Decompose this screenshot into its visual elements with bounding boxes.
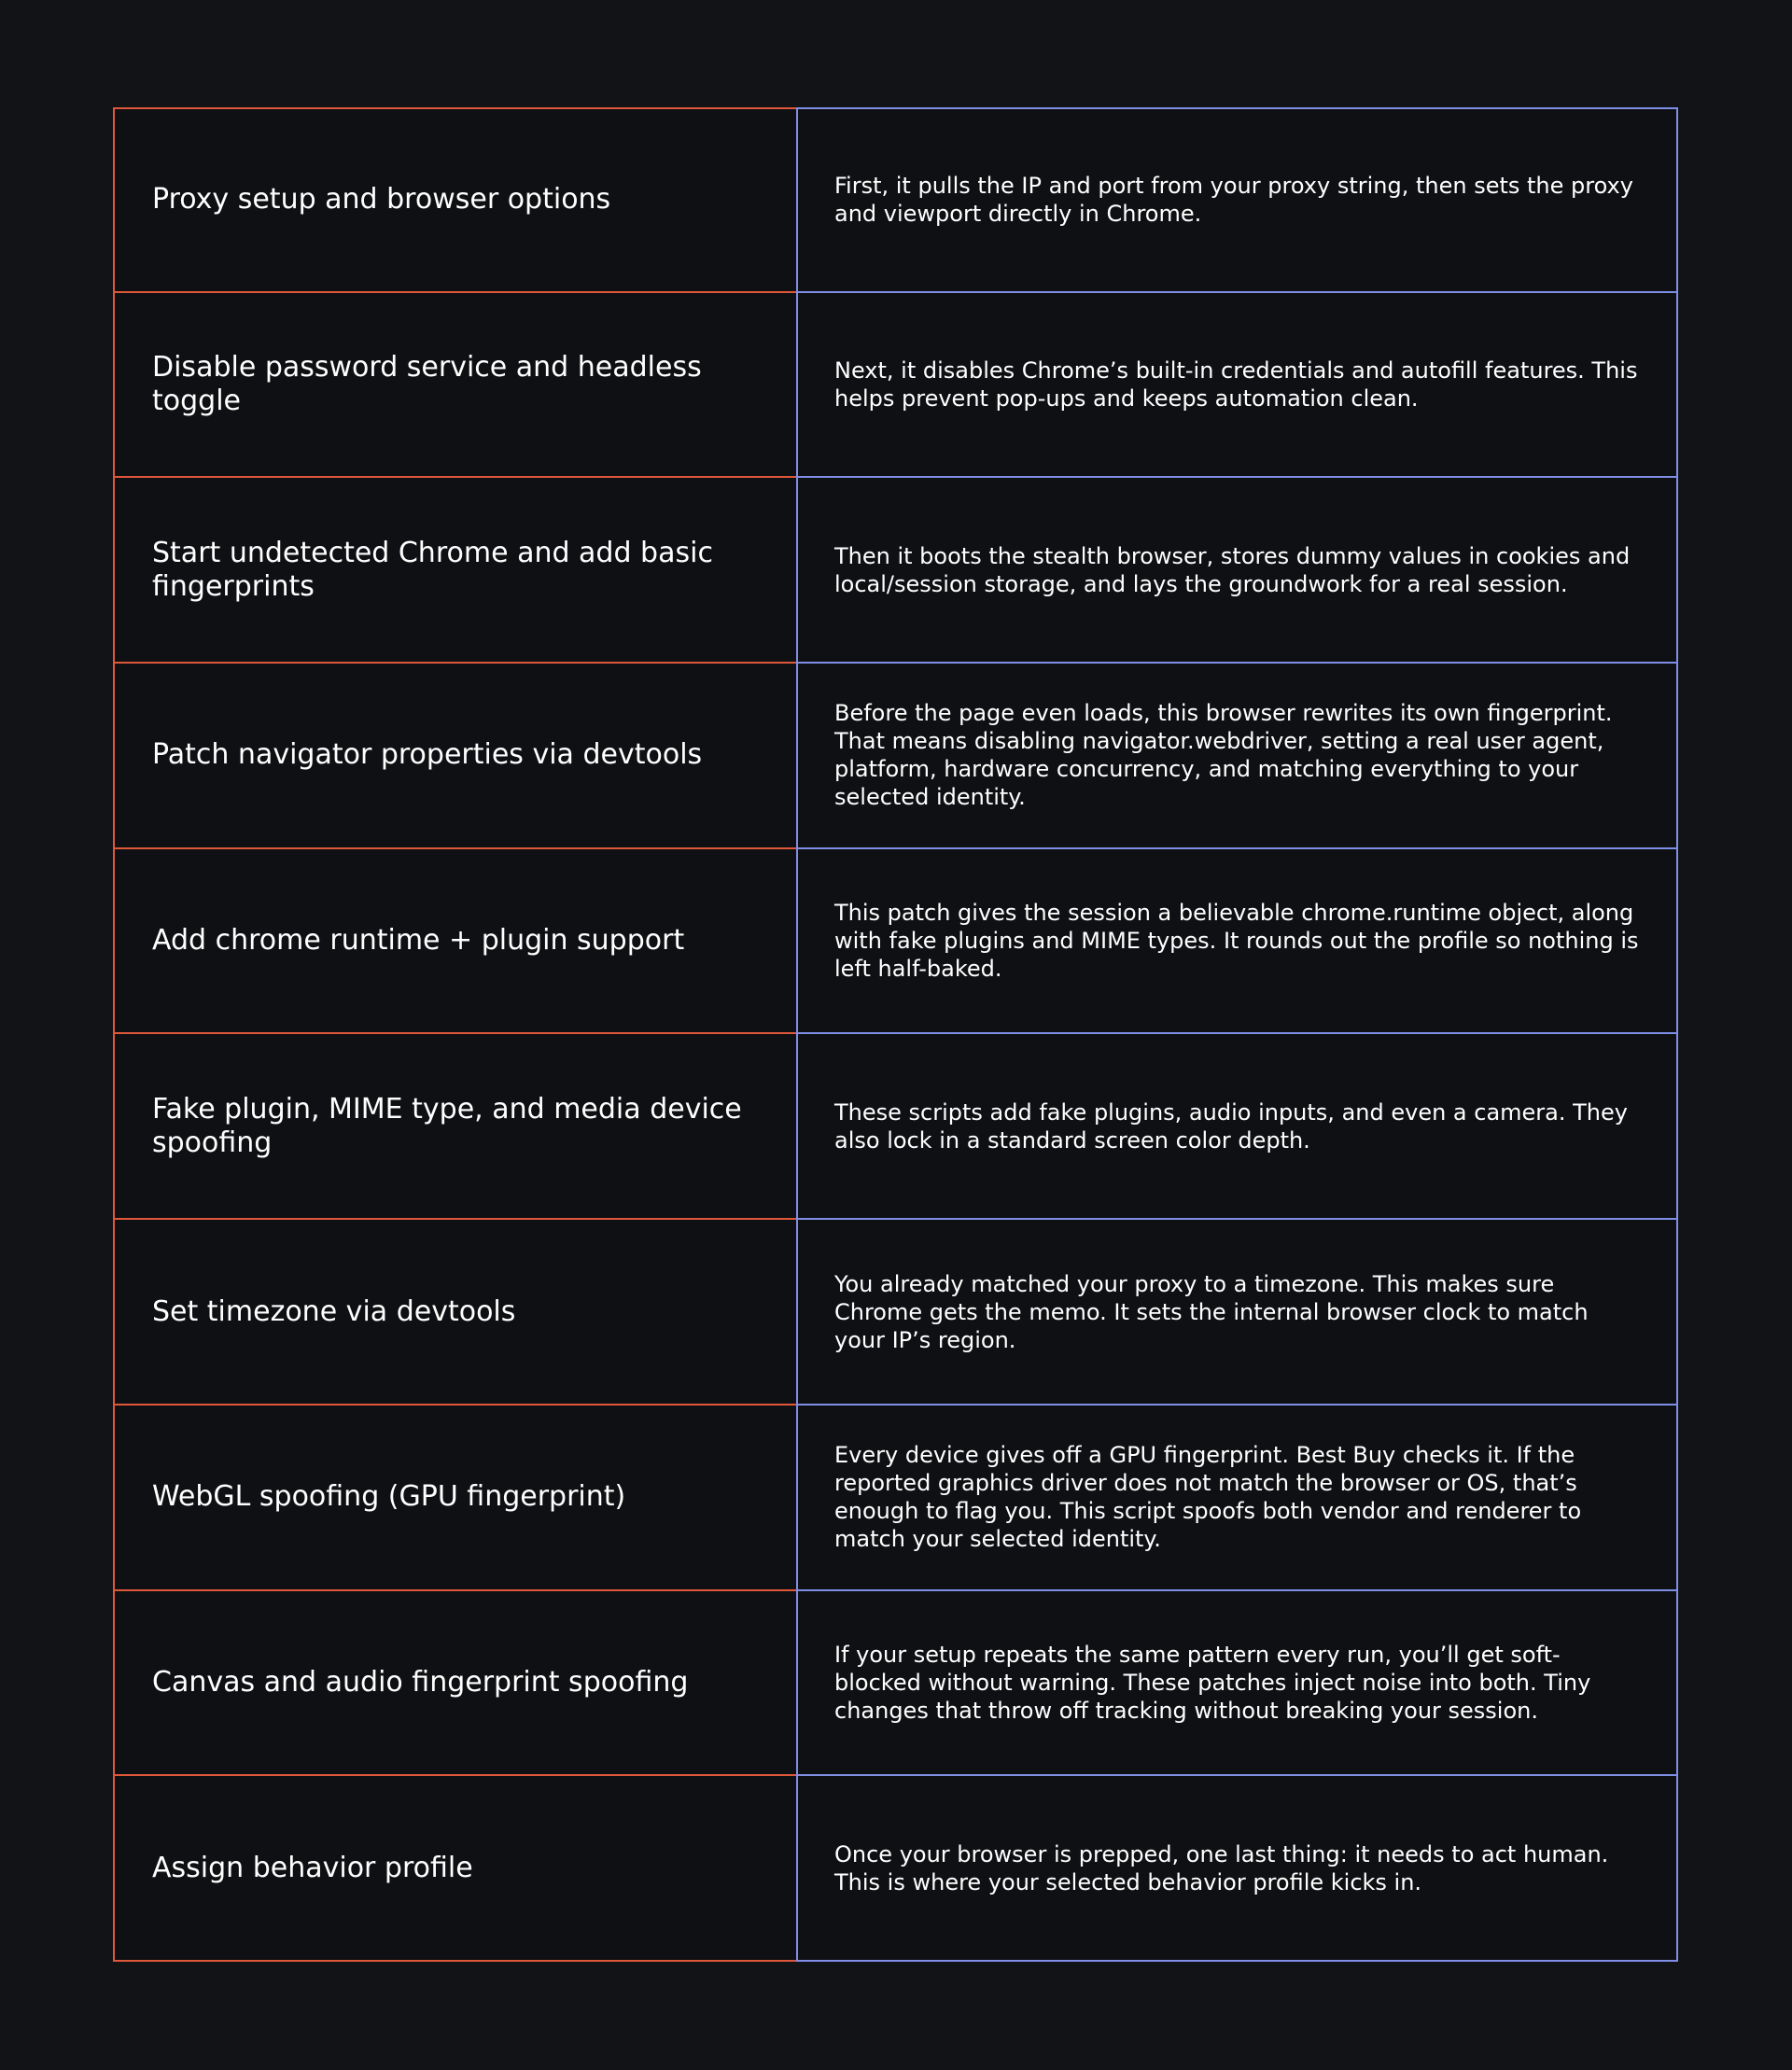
step-cell: Add chrome runtime + plugin support [113, 849, 796, 1035]
step-cell: Proxy setup and browser options [113, 107, 796, 293]
description-cell: You already matched your proxy to a timezone. This makes sure Chrome gets the memo. It sets the internal browser clock to match your IP’s region. [796, 1220, 1678, 1406]
description-cell: If your setup repeats the same pattern every run, you’ll get soft-blocked without warning. These patches inject noise into both. Tiny changes that throw off tracking without breaking your session. [796, 1591, 1678, 1777]
description-cell: Next, it disables Chrome’s built-in credentials and autofill features. This helps prevent pop-ups and keeps automation clean. [796, 293, 1678, 479]
step-cell: WebGL spoofing (GPU fingerprint) [113, 1406, 796, 1591]
step-cell: Set timezone via devtools [113, 1220, 796, 1406]
description-cell: Before the page even loads, this browser rewrites its own fingerprint. That means disabling navigator.webdriver, setting a real user agent, platform, hardware concurrency, and matching everything to your selected identity. [796, 664, 1678, 849]
step-cell: Start undetected Chrome and add basic fingerprints [113, 478, 796, 664]
step-cell: Canvas and audio fingerprint spoofing [113, 1591, 796, 1777]
description-cell: These scripts add fake plugins, audio inputs, and even a camera. They also lock in a standard screen color depth. [796, 1034, 1678, 1220]
description-cell: Once your browser is prepped, one last thing: it needs to act human. This is where your selected behavior profile kicks in. [796, 1776, 1678, 1962]
step-cell: Disable password service and headless toggle [113, 293, 796, 479]
description-cell: This patch gives the session a believable chrome.runtime object, along with fake plugins and MIME types. It rounds out the profile so nothing is left half-baked. [796, 849, 1678, 1035]
description-cell: First, it pulls the IP and port from your proxy string, then sets the proxy and viewport directly in Chrome. [796, 107, 1678, 293]
description-cell: Then it boots the stealth browser, stores dummy values in cookies and local/session storage, and lays the groundwork for a real session. [796, 478, 1678, 664]
step-cell: Patch navigator properties via devtools [113, 664, 796, 849]
steps-table [113, 107, 1678, 1962]
step-cell: Assign behavior profile [113, 1776, 796, 1962]
description-cell: Every device gives off a GPU fingerprint. Best Buy checks it. If the reported graphics driver does not match the browser or OS, that’s enough to flag you. This script spoofs both vendor and renderer to match your selected identity. [796, 1406, 1678, 1591]
step-cell: Fake plugin, MIME type, and media device spoofing [113, 1034, 796, 1220]
